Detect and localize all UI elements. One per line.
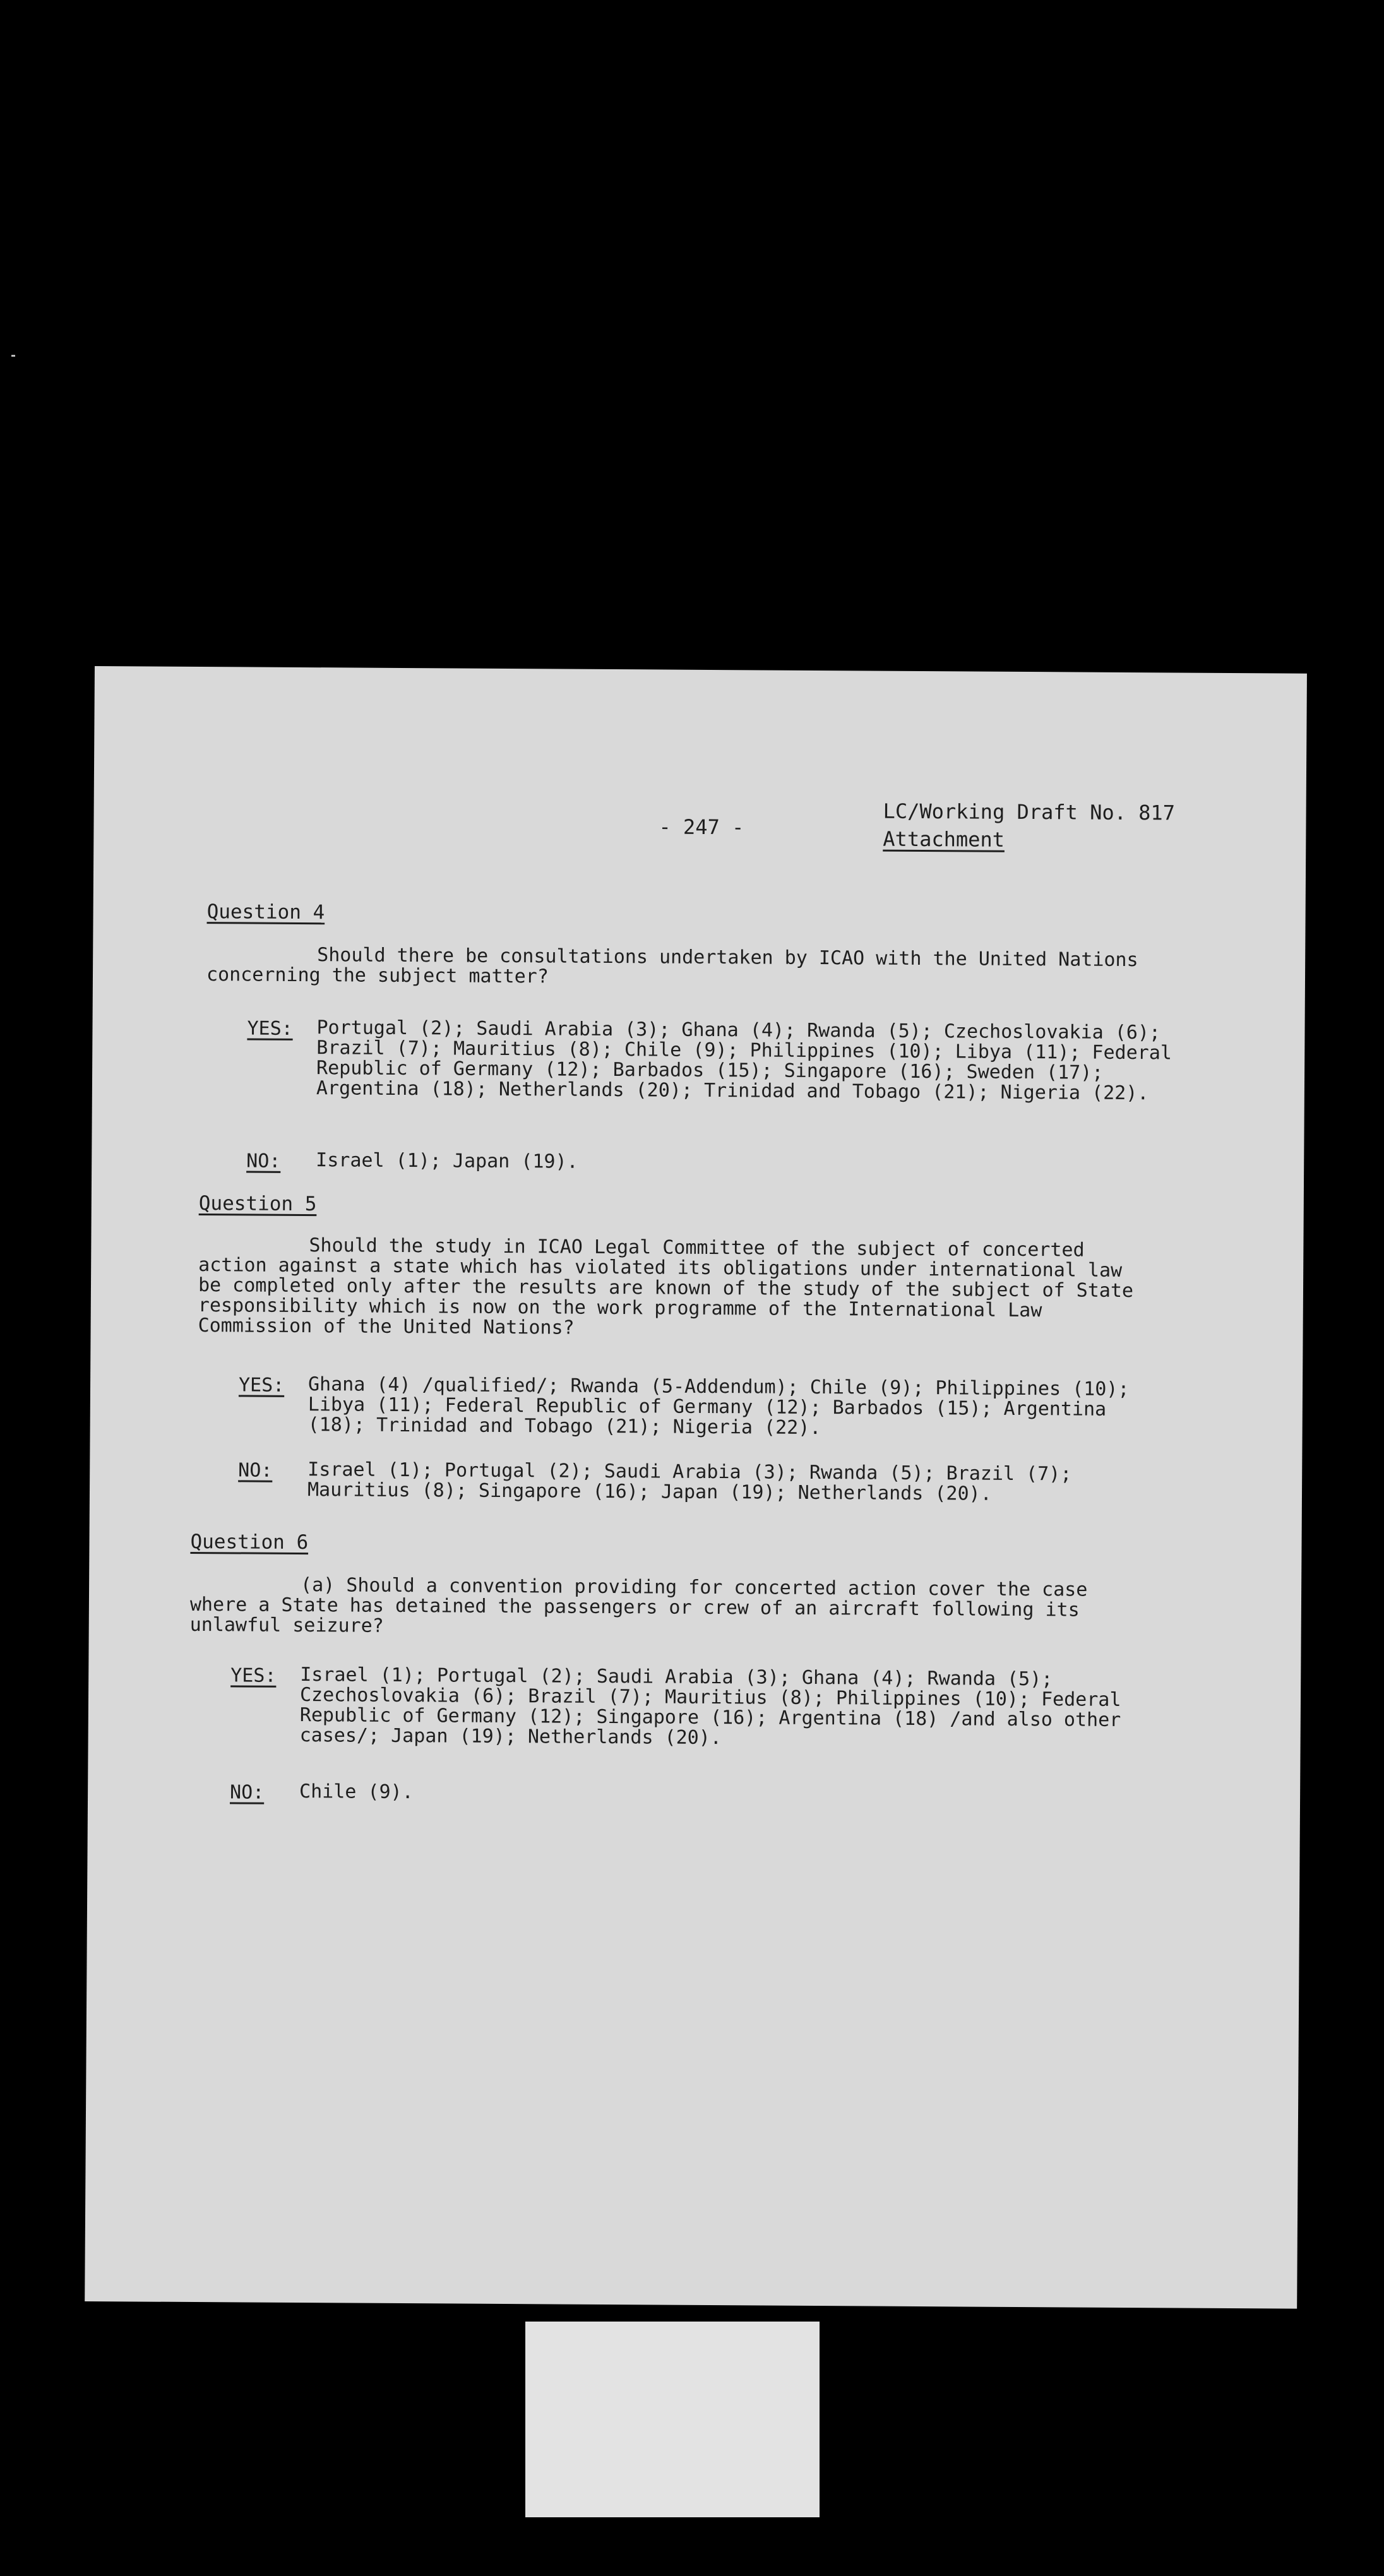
- question-6-no-label: NO:: [230, 1781, 265, 1804]
- question-4-title: Question 4: [206, 900, 325, 924]
- scan-speck: [11, 355, 15, 357]
- question-6-yes-text: Israel (1); Portugal (2); Saudi Arabia (3); Ghana (4); Rwanda (5); Czechoslovakia (6); Brazil (7); Mauritius (8); Philippines (10); Federal Republic of Germany (12); Singapore (16); Argentina (18) /and also other cases/; Japan (19); Netherlands (20).: [299, 1664, 1121, 1750]
- question-5-yes-text: Ghana (4) /qualified/; Rwanda (5-Addendum); Chile (9); Philippines (10); Libya (11); Federal Republic of Germany (12); Barbados (15); Argentina (18); Trinidad and Tobago (21); Nigeria (22).: [307, 1373, 1130, 1440]
- page-number: - 247 -: [659, 814, 744, 840]
- document-reference: [883, 797, 1175, 855]
- question-6-text: (a) Should a convention providing for concerted action cover the case where a State has detained the passengers or crew of an aircraft following its unlawful seizure?: [189, 1574, 1088, 1637]
- question-5-no-text: Israel (1); Portugal (2); Saudi Arabia (3); Rwanda (5); Brazil (7); Mauritius (8); Singapore (16); Japan (19); Netherlands (20).: [307, 1458, 1072, 1505]
- question-5-title: Question 5: [198, 1192, 317, 1216]
- question-4-yes-text: Portugal (2); Saudi Arabia (3); Ghana (4); Rwanda (5); Czechoslovakia (6); Brazil (7); Mauritius (8); Chile (9); Philippines (10); Libya (11); Federal Republic of Germany (12); Barbados (15); Singapore (16); Sweden (17); Argentina (18); Netherlands (20); Trinidad and Tobago (21); Nigeria (22).: [316, 1017, 1172, 1105]
- question-6-no-text: Chile (9).: [299, 1780, 414, 1804]
- question-4-no-text: Israel (1); Japan (19).: [316, 1149, 578, 1173]
- question-4-text: Should there be consultations undertaken by ICAO with the United Nations concerning the subject matter?: [206, 944, 1138, 988]
- question-5-text: Should the study in ICAO Legal Committee of the subject of concerted action against a state which has violated its obligations under international law be completed only after the results are known of the study of the subject of State responsibility which is now on the work programme of the International Law Commission of the United Nations?: [198, 1234, 1134, 1339]
- question-6-yes-label: YES:: [230, 1664, 277, 1687]
- document-page: [85, 666, 1307, 2309]
- attachment-label: Attachment: [883, 826, 1005, 852]
- blank-card: [525, 2322, 820, 2517]
- question-5-no-label: NO:: [238, 1459, 273, 1482]
- question-6-title: Question 6: [190, 1530, 309, 1554]
- question-5-yes-label: YES:: [238, 1374, 285, 1397]
- question-4-yes-label: YES:: [247, 1017, 293, 1040]
- working-draft-ref: LC/Working Draft No. 817: [883, 799, 1176, 825]
- question-4-no-label: NO:: [246, 1150, 281, 1172]
